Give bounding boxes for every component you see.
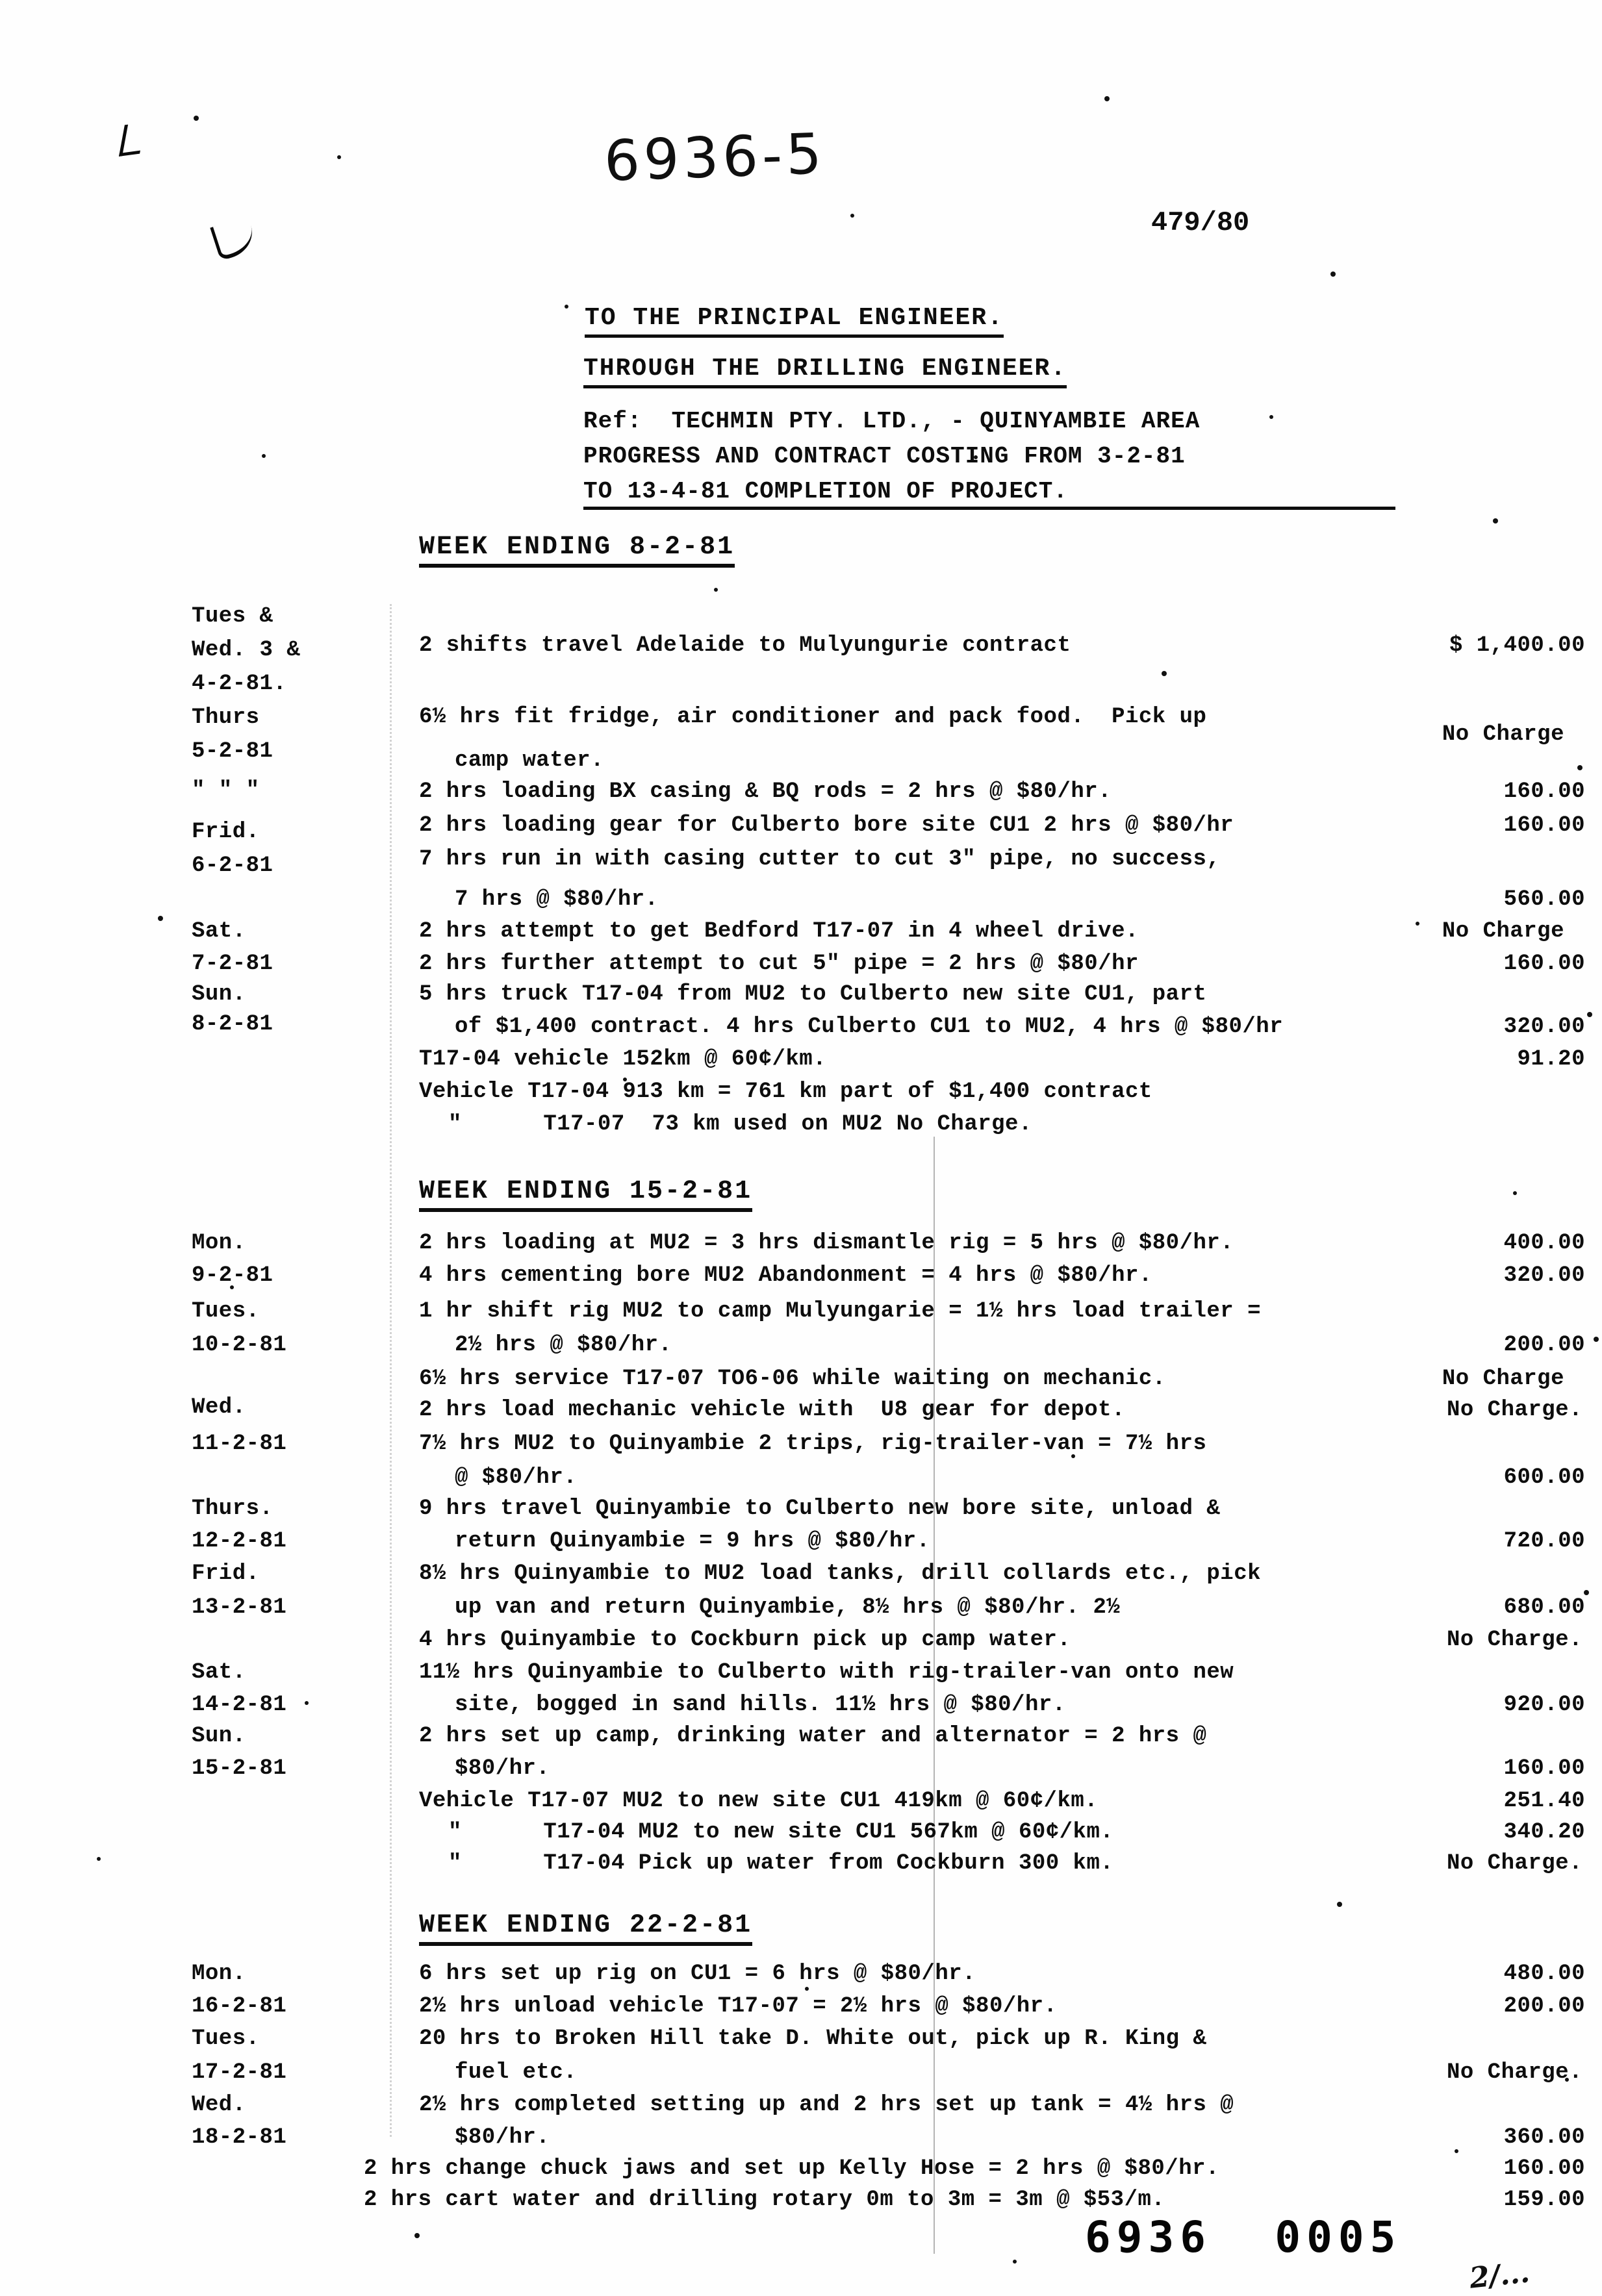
entry-line: up van and return Quinyambie, 8½ hrs @ $80/hr. 2½ <box>455 1595 1121 1620</box>
entry-line: Vehicle T17-04 913 km = 761 km part of $1,400 contract <box>419 1079 1152 1104</box>
entry-line: 1 hr shift rig MU2 to camp Mulyungarie = 1½ hrs load trailer = <box>419 1299 1262 1324</box>
entry-line: 6 hrs set up rig on CU1 = 6 hrs @ $80/hr. <box>419 1962 976 1986</box>
entry-line: site, bogged in sand hills. 11½ hrs @ $80/hr. <box>455 1693 1066 1717</box>
date-cell: Thurs. <box>192 1496 273 1521</box>
week1-heading: WEEK ENDING 8-2-81 <box>419 533 735 568</box>
date-cell: Wed. 3 & <box>192 638 301 662</box>
entry-line: " T17-04 Pick up water from Cockburn 300 km. <box>448 1851 1114 1876</box>
amount-cell: 160.00 <box>1503 779 1585 804</box>
date-cell: 8-2-81 <box>192 1012 273 1037</box>
entry-line: 7 hrs @ $80/hr. <box>455 887 659 912</box>
amount-cell: 320.00 <box>1503 1263 1585 1288</box>
date-cell: Frid. <box>192 1561 260 1586</box>
entry-line: 2 hrs cart water and drilling rotary 0m to 3m = 3m @ $53/m. <box>364 2188 1165 2212</box>
date-cell: 14-2-81 <box>192 1693 287 1717</box>
entry-line: 2 hrs loading gear for Culberto bore site CU1 2 hrs @ $80/hr <box>419 813 1234 838</box>
amount-cell: 159.00 <box>1503 2188 1585 2212</box>
amount-cell: No Charge <box>1442 1367 1564 1391</box>
entry-line: T17-04 vehicle 152km @ 60¢/km. <box>419 1047 827 1072</box>
entry-line: 6½ hrs fit fridge, air conditioner and pack food. Pick up <box>419 705 1207 729</box>
handwritten-ref-number: 6936-5 <box>603 121 827 194</box>
amount-cell: No Charge. <box>1446 1851 1583 1876</box>
date-cell: 11-2-81 <box>192 1432 287 1456</box>
via-line: THROUGH THE DRILLING ENGINEER. <box>583 355 1067 388</box>
entry-line: 2½ hrs @ $80/hr. <box>455 1333 672 1357</box>
entry-line: 20 hrs to Broken Hill take D. White out, pick up R. King & <box>419 2026 1207 2051</box>
entry-line: 2½ hrs unload vehicle T17-07 = 2½ hrs @ $80/hr. <box>419 1994 1058 2019</box>
date-cell: Tues. <box>192 2026 260 2051</box>
ink-specks <box>0 0 3 3</box>
entry-line: 7 hrs run in with casing cutter to cut 3" pipe, no success, <box>419 847 1221 872</box>
amount-cell: 160.00 <box>1503 2156 1585 2181</box>
entry-line: return Quinyambie = 9 hrs @ $80/hr. <box>455 1529 930 1554</box>
date-cell: Mon. <box>192 1962 246 1986</box>
entry-line: 2 hrs further attempt to cut 5" pipe = 2 hrs @ $80/hr <box>419 952 1139 976</box>
date-cell: 10-2-81 <box>192 1333 287 1357</box>
date-cell: 7-2-81 <box>192 952 273 976</box>
amount-cell: 400.00 <box>1503 1231 1585 1255</box>
amount-cell: 600.00 <box>1503 1465 1585 1490</box>
entry-line: @ $80/hr. <box>455 1465 578 1490</box>
amount-cell: No Charge. <box>1446 2060 1583 2085</box>
date-cell: Sun. <box>192 982 246 1007</box>
entry-line: Vehicle T17-07 MU2 to new site CU1 419km @ 60¢/km. <box>419 1789 1099 1813</box>
entry-line: 4 hrs Quinyambie to Cockburn pick up camp water. <box>419 1628 1071 1652</box>
amount-cell: 480.00 <box>1503 1962 1585 1986</box>
amount-cell: No Charge. <box>1446 1628 1583 1652</box>
entry-line: 2 hrs loading BX casing & BQ rods = 2 hrs @ $80/hr. <box>419 779 1112 804</box>
entry-line: 9 hrs travel Quinyambie to Culberto new bore site, unload & <box>419 1496 1221 1521</box>
amount-cell: 680.00 <box>1503 1595 1585 1620</box>
amount-cell: 360.00 <box>1503 2125 1585 2150</box>
entry-line: 2 shifts travel Adelaide to Mulyungurie contract <box>419 633 1071 658</box>
column-rule <box>390 604 392 2137</box>
date-cell: 9-2-81 <box>192 1263 273 1288</box>
date-cell: 18-2-81 <box>192 2125 287 2150</box>
entry-line: 2 hrs load mechanic vehicle with U8 gear for depot. <box>419 1398 1125 1422</box>
entry-line: of $1,400 contract. 4 hrs Culberto CU1 to MU2, 4 hrs @ $80/hr <box>455 1015 1284 1039</box>
amount-cell: No Charge <box>1442 919 1564 944</box>
amount-cell: 200.00 <box>1503 1994 1585 2019</box>
amount-cell: 200.00 <box>1503 1333 1585 1357</box>
amount-cell: 320.00 <box>1503 1015 1585 1039</box>
date-cell: Tues. <box>192 1299 260 1324</box>
page-stamp: 6936 0005 <box>1085 2212 1402 2262</box>
entry-line: 6½ hrs service T17-07 TO6-06 while waiting on mechanic. <box>419 1367 1166 1391</box>
week2-heading: WEEK ENDING 15-2-81 <box>419 1177 752 1212</box>
date-cell: Wed. <box>192 1395 246 1420</box>
entry-line: 7½ hrs MU2 to Quinyambie 2 trips, rig-trailer-van = 7½ hrs <box>419 1432 1207 1456</box>
date-cell: Sat. <box>192 919 246 944</box>
amount-cell: 340.20 <box>1503 1820 1585 1845</box>
date-cell: 15-2-81 <box>192 1756 287 1781</box>
entry-line: 8½ hrs Quinyambie to MU2 load tanks, drill collards etc., pick <box>419 1561 1262 1586</box>
amount-cell: No Charge. <box>1446 1398 1583 1422</box>
date-cell: Wed. <box>192 2093 246 2117</box>
pen-scribble <box>210 216 259 261</box>
entry-line: 11½ hrs Quinyambie to Culberto with rig-trailer-van onto new <box>419 1660 1234 1685</box>
date-cell: 6-2-81 <box>192 853 273 878</box>
amount-cell: 160.00 <box>1503 952 1585 976</box>
continuation-mark: 2/... <box>1468 2256 1531 2295</box>
amount-cell: No Charge <box>1442 722 1564 747</box>
date-cell: 5-2-81 <box>192 739 273 764</box>
week3-heading: WEEK ENDING 22-2-81 <box>419 1911 752 1946</box>
date-cell: 12-2-81 <box>192 1529 287 1554</box>
date-cell: Mon. <box>192 1231 246 1255</box>
entry-line: $80/hr. <box>455 2125 550 2150</box>
amount-cell: $ 1,400.00 <box>1449 633 1585 658</box>
entry-line: 2 hrs change chuck jaws and set up Kelly Hose = 2 hrs @ $80/hr. <box>364 2156 1219 2181</box>
date-cell: 16-2-81 <box>192 1994 287 2019</box>
pen-mark <box>119 122 146 157</box>
amount-cell: 560.00 <box>1503 887 1585 912</box>
entry-line: camp water. <box>455 748 604 773</box>
entry-line: " T17-07 73 km used on MU2 No Charge. <box>448 1112 1032 1137</box>
ref-subject-line-2: PROGRESS AND CONTRACT COSTING FROM 3-2-81 <box>583 443 1186 470</box>
ref-subject-line-1: Ref: TECHMIN PTY. LTD., - QUINYAMBIE AREA <box>583 408 1201 435</box>
date-cell: Tues & <box>192 604 273 629</box>
date-cell: Thurs <box>192 705 260 730</box>
amount-cell: 160.00 <box>1503 1756 1585 1781</box>
entry-line: 2½ hrs completed setting up and 2 hrs set up tank = 4½ hrs @ <box>419 2093 1234 2117</box>
amount-cell: 720.00 <box>1503 1529 1585 1554</box>
entry-line: 2 hrs loading at MU2 = 3 hrs dismantle rig = 5 hrs @ $80/hr. <box>419 1231 1234 1255</box>
date-cell: Frid. <box>192 820 260 844</box>
date-cell: Sun. <box>192 1724 246 1748</box>
date-cell: 13-2-81 <box>192 1595 287 1620</box>
date-cell: 4-2-81. <box>192 672 287 696</box>
entry-line: 5 hrs truck T17-04 from MU2 to Culberto new site CU1, part <box>419 982 1207 1007</box>
amount-cell: 160.00 <box>1503 813 1585 838</box>
entry-line: $80/hr. <box>455 1756 550 1781</box>
amount-cell: 91.20 <box>1517 1047 1585 1072</box>
date-cell-ditto: " " " <box>192 778 260 803</box>
file-number: 479/80 <box>1151 207 1250 238</box>
amount-cell: 251.40 <box>1503 1789 1585 1813</box>
entry-line: 2 hrs set up camp, drinking water and alternator = 2 hrs @ <box>419 1724 1207 1748</box>
recipient-line: TO THE PRINCIPAL ENGINEER. <box>585 304 1004 338</box>
entry-line: fuel etc. <box>455 2060 578 2085</box>
date-cell: Sat. <box>192 1660 246 1685</box>
entry-line: 4 hrs cementing bore MU2 Abandonment = 4 hrs @ $80/hr. <box>419 1263 1152 1288</box>
date-cell: 17-2-81 <box>192 2060 287 2085</box>
ref-subject-line-3: TO 13-4-81 COMPLETION OF PROJECT. <box>583 478 1395 510</box>
entry-line: 2 hrs attempt to get Bedford T17-07 in 4 wheel drive. <box>419 919 1139 944</box>
entry-line: " T17-04 MU2 to new site CU1 567km @ 60¢/km. <box>448 1820 1114 1845</box>
amount-cell: 920.00 <box>1503 1693 1585 1717</box>
